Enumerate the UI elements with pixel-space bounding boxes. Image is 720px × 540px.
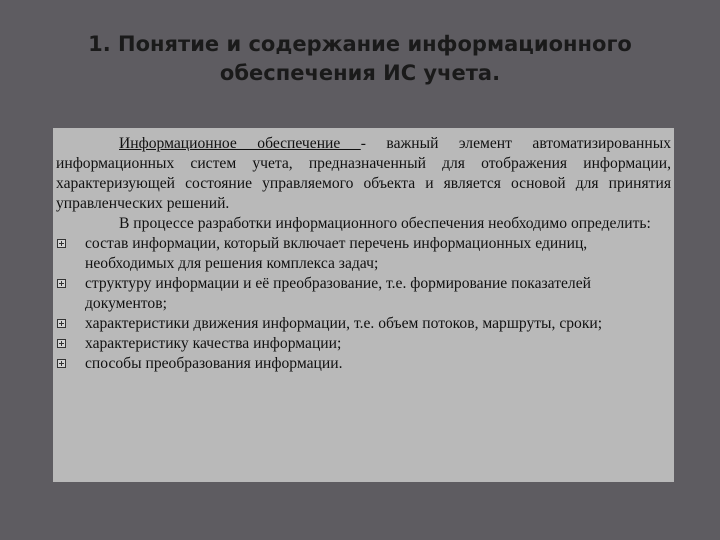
bullet-text: способы преобразования информации. (85, 355, 343, 372)
boxed-plus-bullet-icon (57, 339, 66, 348)
bullet-item (53, 354, 674, 374)
boxed-plus-bullet-icon (57, 319, 66, 328)
definition-paragraph (53, 134, 674, 214)
definition-text: - важный элемент автоматизированных информационных систем учета, предназначенный для отображения информации, характеризующей состояние управляемого объекта и является основой для принятия управленческих решений. (56, 135, 671, 212)
intro-paragraph: В процессе разработки информационного обеспечения необходимо определить: (119, 215, 651, 232)
slide-title-line-2: обеспечения ИС учета. (219, 61, 501, 85)
bullet-text: состав информации, который включает перечень информационных единиц, необходимых для решения комплекса задач; (85, 235, 588, 272)
bullet-text: структуру информации и её преобразование, т.е. формирование показателей документов; (85, 275, 591, 312)
boxed-plus-bullet-icon (57, 239, 66, 248)
bullet-item (53, 234, 674, 274)
bullet-text: характеристику качества информации; (85, 335, 342, 352)
bullet-text: характеристики движения информации, т.е. объем потоков, маршруты, сроки; (85, 315, 603, 332)
slide-title-line-1: 1. Понятие и содержание информационного (88, 32, 632, 56)
bullet-item (53, 314, 674, 334)
content-box (53, 128, 674, 482)
bullet-item (53, 274, 674, 314)
slide-title (40, 30, 680, 88)
boxed-plus-bullet-icon (57, 359, 66, 368)
bullet-list (53, 234, 674, 374)
definition-term: Информационное обеспечение (119, 135, 361, 152)
bullet-item (53, 334, 674, 354)
boxed-plus-bullet-icon (57, 279, 66, 288)
